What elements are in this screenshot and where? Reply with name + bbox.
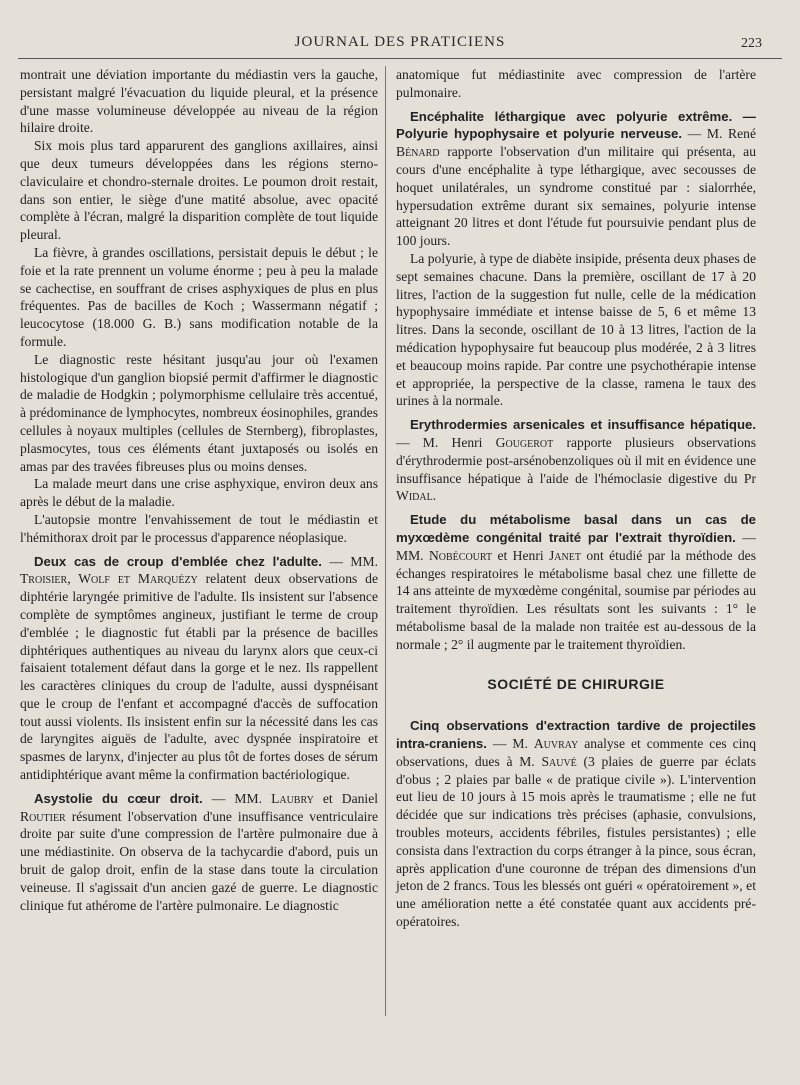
section-heading: SOCIÉTÉ DE CHIRURGIE bbox=[487, 675, 665, 692]
author-name: Nobécourt bbox=[428, 547, 493, 563]
entry-text: relatent deux observations de diphtérie laryngée primitive de l'adulte. Ils insistent sur l'absence complète de symptômes angineux, justifiant le terme de croup d'emblée ; le diagnostic fut établi par la présence de bacilles diphtériques authentiques au niveau du larynx alors que ceux-ci faisaient totalement défaut dans la gorge et le nez. Ils rappellent les caractères cliniques du croup de l'adulte, aussi dyspnéisant que le croup de l'enfant et accompagné d'accès de suffocation tout aussi violents. Ils insistent enfin sur la nécessité dans les cas de laryngites aiguës de l'adulte, avec dyspnée inspiratoire et spasmes de larynx, d'injecter au plus tôt de fortes doses de sérum antidiphtérique avant même la confirmation bactériologique. bbox=[20, 571, 378, 783]
entry-dash: — M. Henri bbox=[396, 434, 496, 450]
paragraph: Six mois plus tard apparurent des ganglions axillaires, ainsi que deux tumeurs développées dans les régions sterno-claviculaire et chondro-sternale droites. Le poumon droit restait, dans son entier, le siège d'une matité absolue, avec opacité complète à l'écran, malgré la disparition complète de tout liquide pleural. bbox=[20, 138, 378, 243]
right-column bbox=[396, 66, 756, 931]
paragraph: Le diagnostic reste hésitant jusqu'au jour où l'examen histologique d'un ganglion biopsié permit d'affirmer le diagnostic de maladie de Hodgkin ; polymorphisme cellulaire très accentué, à prédominance de lymphocytes, nombreux éosinophiles, grandes cellules à noyaux multiples (cellules de Sternberg), fibroplastes, plasmocytes, tous ces éléments étant juxtaposés ou isolés en amas par des travées fibreuses plus ou moins denses. bbox=[20, 351, 378, 474]
header-rule bbox=[18, 58, 782, 59]
entry-text: rapporte l'observation d'un militaire qui présenta, au cours d'une encéphalite à type léthargique, avec secousses de hoquet unilatérales, un syndrome constitué par : sialorrhée, hypersudation extrême durant six semaines, polyurie intense atteignant 20 litres et dont l'étude fut poursuivie pendant plus de 100 jours. bbox=[396, 144, 756, 249]
entry-cinq-observations bbox=[396, 717, 756, 931]
entry-title: Asystolie du cœur droit. bbox=[34, 790, 203, 806]
paragraph: La malade meurt dans une crise asphyxique, environ deux ans après le début de la maladie. bbox=[20, 476, 378, 510]
author-name: Routier bbox=[20, 808, 66, 824]
entry-dash: — MM. bbox=[321, 553, 378, 569]
author-names: Troisier, Wolf et Marquézy bbox=[20, 571, 198, 587]
entry-joiner: et Henri bbox=[492, 547, 550, 563]
entry-text: (3 plaies de guerre par éclats d'obus ; 2 plaies par balle « de pratique civile »). L'intervention eut lieu de 10 jours à 15 mois après le traumatisme ; elle ne fut décidée que sur indications très précises (aphasie, convulsions, troubles moteurs, accidents fébriles, fistules persistantes) ; elle consista dans l'extraction du corps étranger à la pince, sous écran, après application d'une couronne de trépan des dimensions d'un jeton de 2 francs. Tous les blessés ont guéri « opératoirement », et une amélioration nette a été constatée quant aux accidents pré-opératoires. bbox=[396, 753, 756, 930]
entry-metabolisme bbox=[396, 511, 756, 653]
entry-asystolie bbox=[20, 790, 378, 915]
entry-dash: — M. René bbox=[682, 126, 756, 142]
running-title: JOURNAL DES PRATICIENS bbox=[294, 34, 506, 50]
author-name: Laubry bbox=[271, 790, 314, 806]
entry-joiner: et Daniel bbox=[313, 790, 379, 806]
entry-end: . bbox=[432, 488, 437, 504]
entry-dash: — MM. bbox=[202, 790, 272, 806]
entry-title: Etude du métabolisme basal dans un cas de myxœdème congénital traité par l'extrait thyroïdien. bbox=[396, 512, 756, 545]
author-name: Bénard bbox=[396, 144, 440, 160]
paragraph: L'autopsie montre l'envahissement de tout le médiastin et l'hémithorax droit par le processus d'apparence néoplasique. bbox=[20, 511, 378, 545]
entry-title: Deux cas de croup d'emblée chez l'adulte. bbox=[34, 553, 322, 569]
author-name: Widal bbox=[396, 488, 433, 504]
entry-title: Cinq observations d'extraction tardive de projectiles intra-craniens. bbox=[396, 718, 756, 752]
page-number: 223 bbox=[741, 36, 762, 51]
entry-dash: — M. bbox=[486, 736, 534, 752]
entry-title: Erythrodermies arsenicales et insuffisance hépatique. bbox=[410, 417, 756, 433]
author-name: Gougerot bbox=[495, 434, 554, 450]
entry-title: Encéphalite léthargique avec polyurie extrême. — Polyurie hypophysaire et polyurie nerveuse. bbox=[396, 108, 756, 142]
entry-erythrodermies bbox=[396, 416, 756, 505]
author-name: Auvray bbox=[533, 736, 579, 752]
author-name: Janet bbox=[549, 547, 581, 563]
column-divider bbox=[385, 66, 386, 1016]
paragraph: La fièvre, à grandes oscillations, persistait depuis le début ; le foie et la rate prennent un volume énorme ; peu à peu la malade se cachectise, en souffrant de crises asphyxiques de plus en plus fréquentes. Pas de bacilles de Koch ; Wassermann négatif ; leucocytose (18.000 G. B.) sans modification notable de la formule. bbox=[20, 244, 378, 349]
entry-text: ont étudié par la méthode des échanges respiratoires le métabolisme basal chez une fillette de 14 ans atteinte de myxœdème congénital, soumise par périodes au traitement thyroïdien. Les résultats sont les suivants : 1° le métabolisme basal de la malade non traitée est au-dessous de la normale ; 2° il augmente par le traitement thyroïdien. bbox=[396, 547, 756, 652]
entry-text: analyse et commente ces cinq observations, dues à M. bbox=[396, 736, 756, 769]
paragraph: La polyurie, à type de diabète insipide, présenta deux phases de sept semaines chacune. Dans la première, oscillant de 17 à 20 litres, l'action de la suggestion fut nulle, celle de la médication hypophysaire immédiate et intense baisse de 5, 6 et même 13 litres. Dans la seconde, oscillant de 10 à 13 litres, l'action de la médication hypophysaire fut beaucoup plus modérée, 2 à 3 litres et beaucoup moins rapide. Par contre une psychothérapie intense et appropriée, la perspective de la classe, ramena le taux des urines à la normale. bbox=[396, 250, 756, 409]
entry-croup bbox=[20, 553, 378, 784]
left-column bbox=[20, 66, 378, 914]
paragraph: montrait une déviation importante du médiastin vers la gauche, persistant malgré l'évacuation du liquide pleural, et la présence d'une masse volumineuse développée au niveau de la région hilaire droite. bbox=[20, 67, 378, 136]
entry-dash: — MM. bbox=[396, 529, 756, 563]
entry-text: résument l'observation d'une insuffisance ventriculaire droite par suite d'une compression de l'artère pulmonaire due à une médiastinite. On observa de la tachycardie d'abord, puis un bruit de galop droit, enfin de la stase dans toute la circulation veineuse. Il s'agissait d'un ancien gazé de guerre. Le diagnostic clinique fut athérome de l'artère pulmonaire. Le diagnostic bbox=[20, 808, 378, 913]
entry-text: rapporte plusieurs observations d'érythrodermie post-arsénobenzoliques où il mit en évidence une insuffisance hépatique à l'aide de l'hémoclasie digestive du Pr bbox=[396, 434, 756, 486]
author-name: Sauvé bbox=[541, 753, 577, 769]
entry-encephalite bbox=[396, 108, 756, 250]
paragraph: anatomique fut médiastinite avec compression de l'artère pulmonaire. bbox=[396, 67, 756, 100]
